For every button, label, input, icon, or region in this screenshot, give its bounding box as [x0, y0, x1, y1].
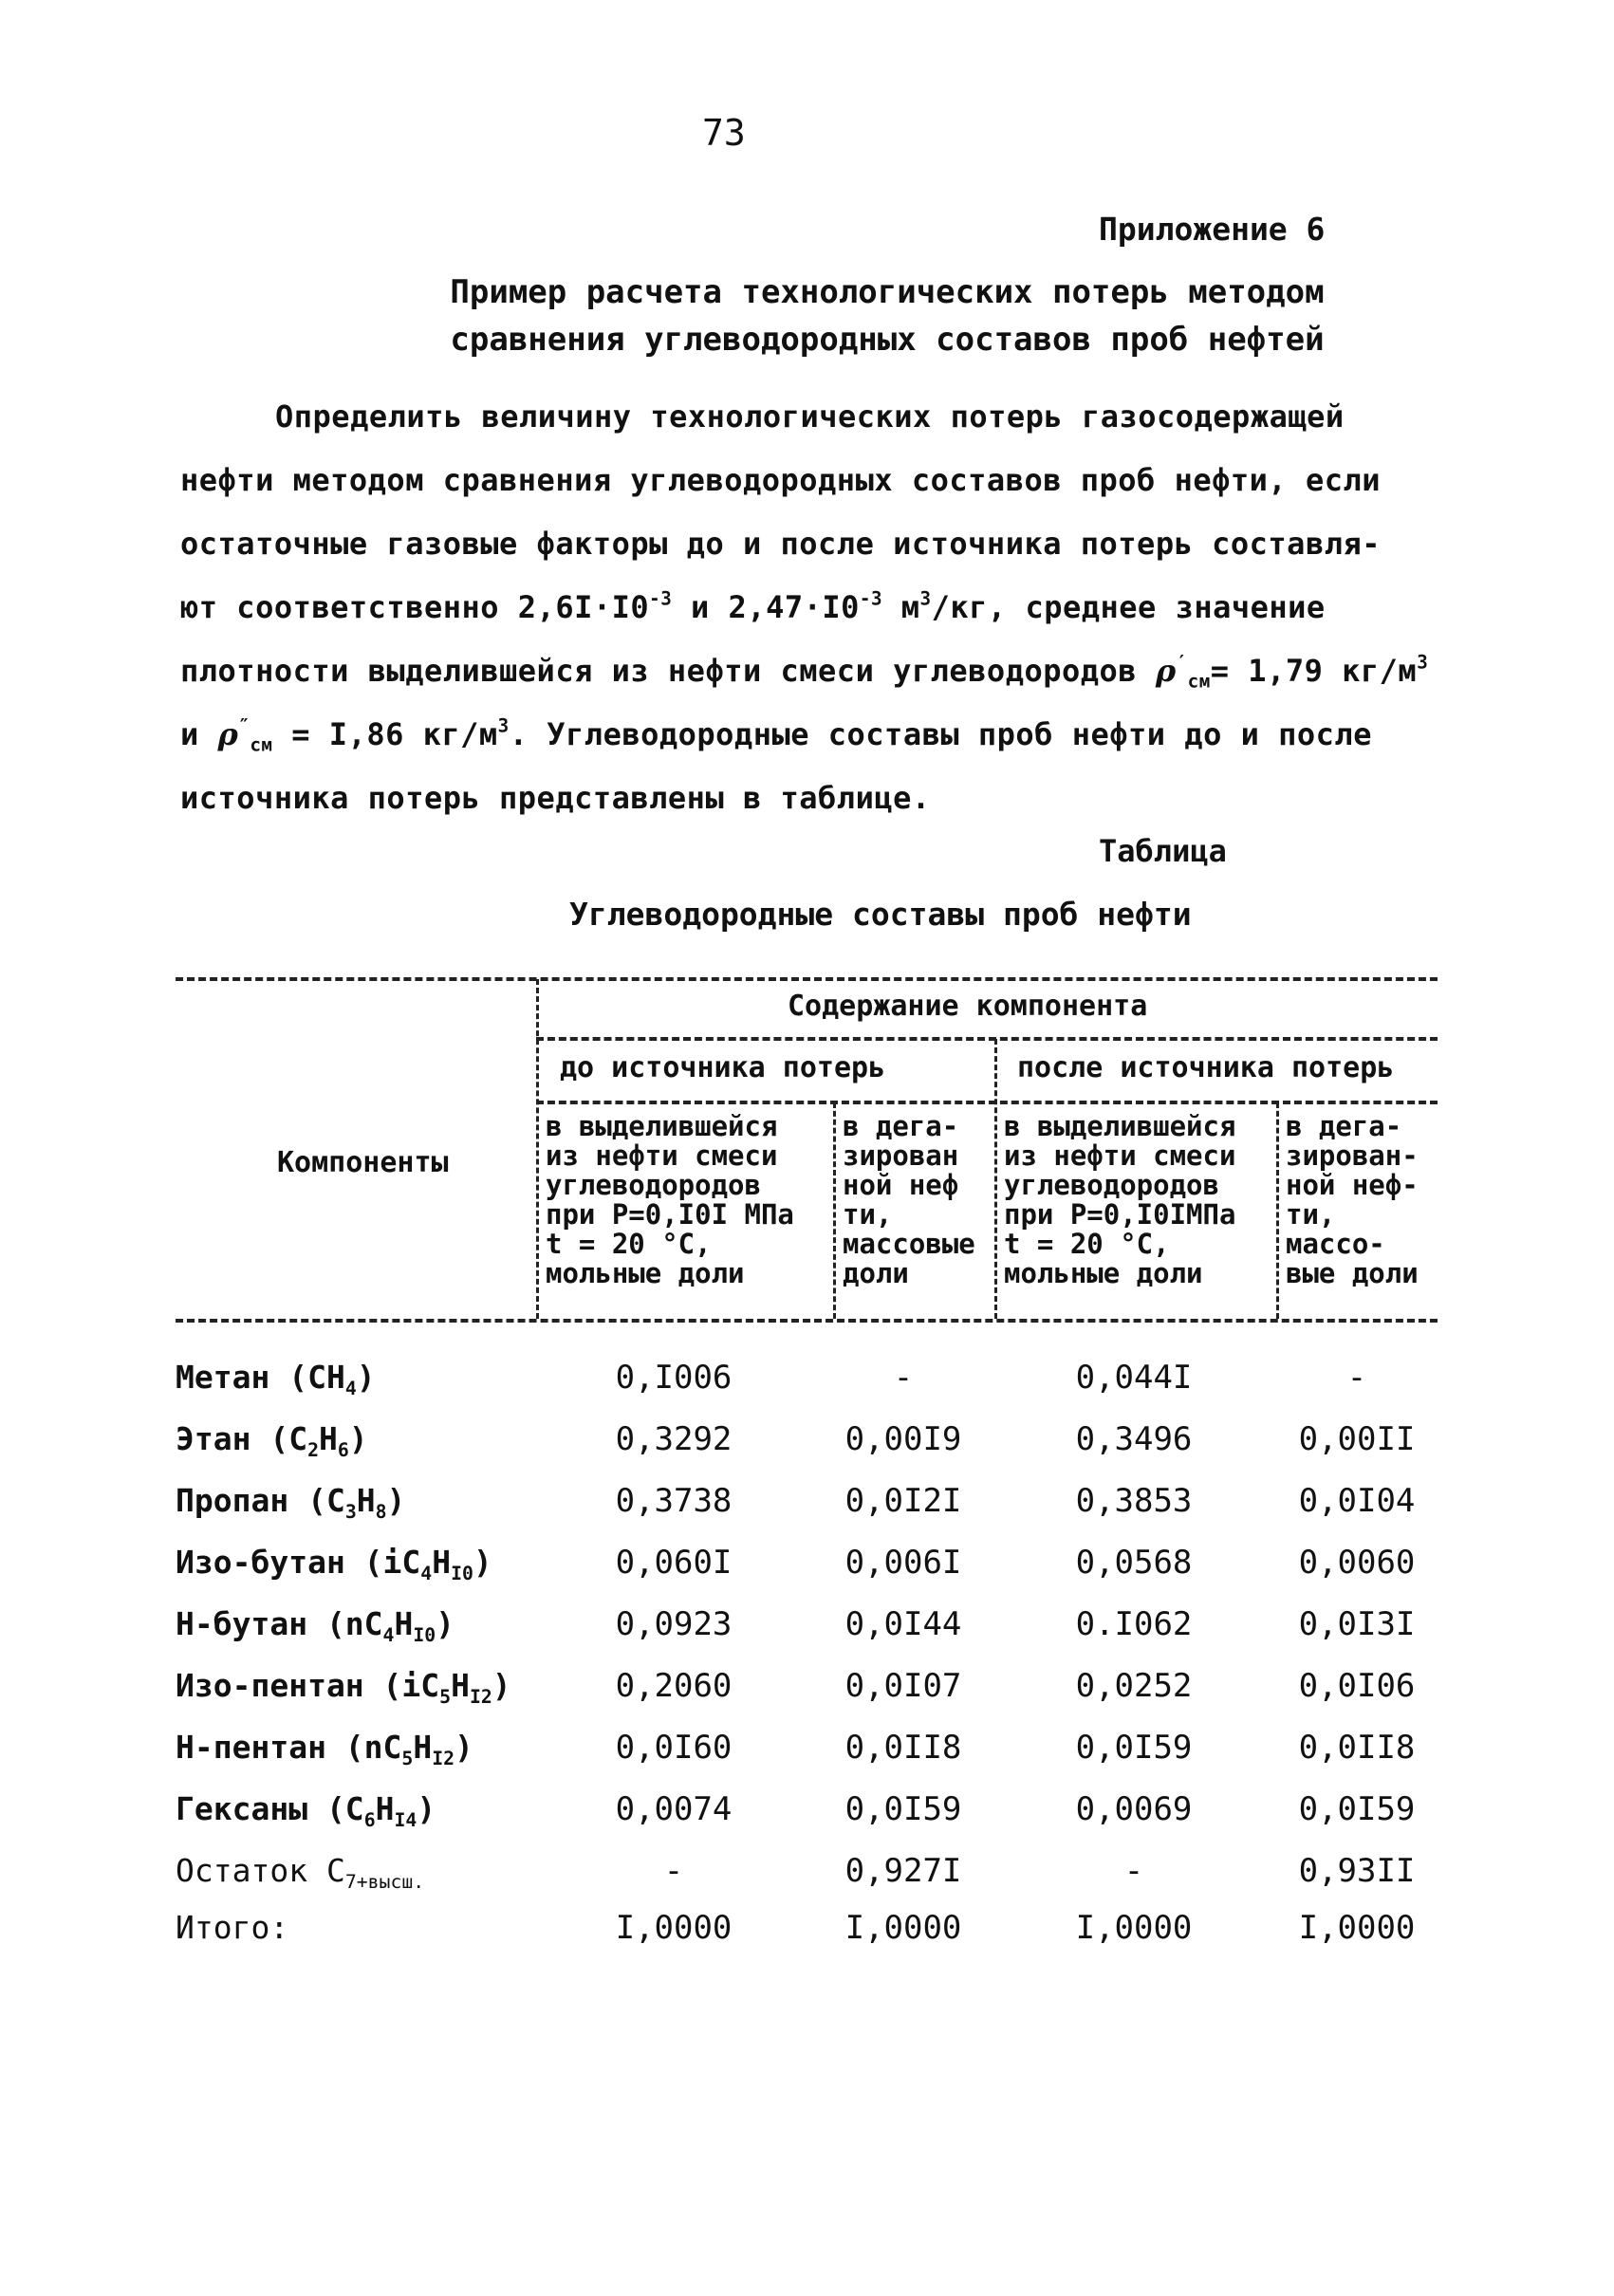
value-before-oil: 0,0I07 [844, 1667, 962, 1705]
value-before-gas: 0,0923 [615, 1605, 733, 1643]
value-after-gas: - [1123, 1852, 1144, 1890]
header-content: Содержание компонента [788, 990, 1148, 1023]
value-before-oil: 0,0I2I [844, 1482, 962, 1520]
value-after-gas: 0.I062 [1075, 1605, 1193, 1643]
value-after-gas: 0,3853 [1075, 1482, 1193, 1520]
table-top-rule [176, 977, 1438, 981]
component-name: Н-бутан $(nC_4H_{I0})$ [176, 1605, 455, 1646]
value-before-gas: I,0000 [615, 1909, 733, 1947]
header-bottom-rule [176, 1319, 1438, 1323]
table-row [0, 1605, 1614, 1662]
value-before-oil: 0,0II8 [844, 1729, 962, 1767]
table-row [0, 1544, 1614, 1601]
value-after-oil: 0,00II [1298, 1420, 1416, 1458]
header-components: Компоненты [277, 1146, 449, 1179]
paragraph-line-7: источника потерь представлены в таблице. [180, 780, 931, 816]
value-after-oil: I,0000 [1298, 1909, 1416, 1947]
value-after-oil: 0,0I59 [1298, 1790, 1416, 1828]
page-number: 73 [702, 112, 746, 154]
value-before-oil: 0,0I59 [844, 1790, 962, 1828]
value-after-oil: 0,0I06 [1298, 1667, 1416, 1705]
document-title-line-1: Пример расчета технологических потерь методом [450, 273, 1325, 311]
subheader-before-gas: в выделившейся из нефти смеси углеводородов при Р=0,I0I МПа t = 20 °С, мольные доли [546, 1110, 794, 1289]
subheader-after-oil: в дега- зирован- ной неф- ти, массо- вые доли [1286, 1110, 1419, 1289]
value-after-oil: - [1346, 1359, 1367, 1397]
component-name: Пропан $(C_3H_8)$ [176, 1482, 406, 1523]
table-row [0, 1790, 1614, 1847]
value-before-gas: 0,060I [615, 1544, 733, 1582]
paragraph-line-1: Определить величину технологических потерь газосодержащей [275, 398, 1345, 435]
document-title-line-2: сравнения углеводородных составов проб нефтей [450, 321, 1325, 359]
value-before-gas: 0,2060 [615, 1667, 733, 1705]
header-after-source: после источника потерь [1017, 1051, 1395, 1084]
col-divider-before-sub [833, 1102, 836, 1319]
paragraph-line-2: нефти методом сравнения углеводородных составов проб нефти, если [180, 462, 1381, 498]
table-row [0, 1482, 1614, 1539]
value-after-gas: 0,0568 [1075, 1544, 1193, 1582]
value-before-gas: 0,I006 [615, 1359, 733, 1397]
value-after-gas: 0,3496 [1075, 1420, 1193, 1458]
col-divider-components [536, 979, 539, 1319]
component-name: Изо-пентан $(iC_5H_{I2})$ [176, 1667, 511, 1708]
value-before-gas: - [663, 1852, 684, 1890]
table-row [0, 1852, 1614, 1909]
value-before-gas: 0,3292 [615, 1420, 733, 1458]
component-name: Метан $(CH_4)$ [176, 1359, 376, 1399]
subheader-after-gas: в выделившейся из нефти смеси углеводородов при Р=0,I0IМПа t = 20 °С, мольные доли [1004, 1110, 1236, 1289]
col-divider-after-sub [1276, 1102, 1279, 1319]
header-rule-2 [536, 1101, 1438, 1104]
value-after-oil: 0,0I04 [1298, 1482, 1416, 1520]
paragraph-line-5: плотности выделившейся из нефти смеси углеводородов $\rho'_{см}= 1,79$ $кг/м^3$ [180, 651, 1429, 693]
value-before-gas: 0,3738 [615, 1482, 733, 1520]
header-before-source: до источника потерь [560, 1051, 886, 1084]
value-after-gas: 0,0252 [1075, 1667, 1193, 1705]
table-row [0, 1729, 1614, 1786]
value-after-gas: 0,0069 [1075, 1790, 1193, 1828]
value-after-gas: I,0000 [1075, 1909, 1193, 1947]
value-before-gas: 0,0I60 [615, 1729, 733, 1767]
appendix-label: Приложение 6 [1099, 211, 1326, 248]
component-name: Н-пентан $(nC_5H_{I2})$ [176, 1729, 473, 1769]
value-after-gas: 0,0I59 [1075, 1729, 1193, 1767]
table-row [0, 1420, 1614, 1477]
value-after-gas: 0,044I [1075, 1359, 1193, 1397]
value-before-oil: 0,927I [844, 1852, 962, 1890]
component-name: Остаток $C_{7+высш.}$ [176, 1852, 425, 1893]
paragraph-line-3: остаточные газовые факторы до и после источника потерь составля- [180, 526, 1381, 562]
table-row [0, 1359, 1614, 1416]
value-before-gas: 0,0074 [615, 1790, 733, 1828]
paragraph-line-4: ют соответственно $2,6I\cdot I0^{-3}$ и $2,47\cdot I0^{-3}$ $м^3/кг$, среднее значение [180, 587, 1326, 625]
subheader-before-oil: в дега- зирован ной неф ти, массовые доли [843, 1110, 975, 1289]
table-row [0, 1667, 1614, 1724]
component-name: Этан $(C_2H_6)$ [176, 1420, 368, 1461]
value-before-oil: 0,006I [844, 1544, 962, 1582]
value-after-oil: 0,0II8 [1298, 1729, 1416, 1767]
value-before-oil: I,0000 [844, 1909, 962, 1947]
value-after-oil: 0,0I3I [1298, 1605, 1416, 1643]
value-after-oil: 0,0060 [1298, 1544, 1416, 1582]
component-name: Изо-бутан $(iC_4H_{I0})$ [176, 1544, 492, 1584]
value-before-oil: - [893, 1359, 914, 1397]
col-divider-before-after [994, 1039, 997, 1319]
table-total-row [0, 1909, 1614, 1966]
paragraph-line-6: и $\rho''_{см} = I,86$ $кг/м^3$. Углеводородные составы проб нефти до и после [180, 714, 1372, 756]
component-name: Итого: [176, 1909, 289, 1946]
value-after-oil: 0,93II [1298, 1852, 1416, 1890]
table-label: Таблица [1099, 833, 1227, 869]
component-name: Гексаны $(C_6H_{I4})$ [176, 1790, 436, 1831]
value-before-oil: 0,0I44 [844, 1605, 962, 1643]
value-before-oil: 0,00I9 [844, 1420, 962, 1458]
header-rule-1 [536, 1037, 1438, 1041]
table-caption: Углеводородные составы проб нефти [569, 896, 1192, 933]
